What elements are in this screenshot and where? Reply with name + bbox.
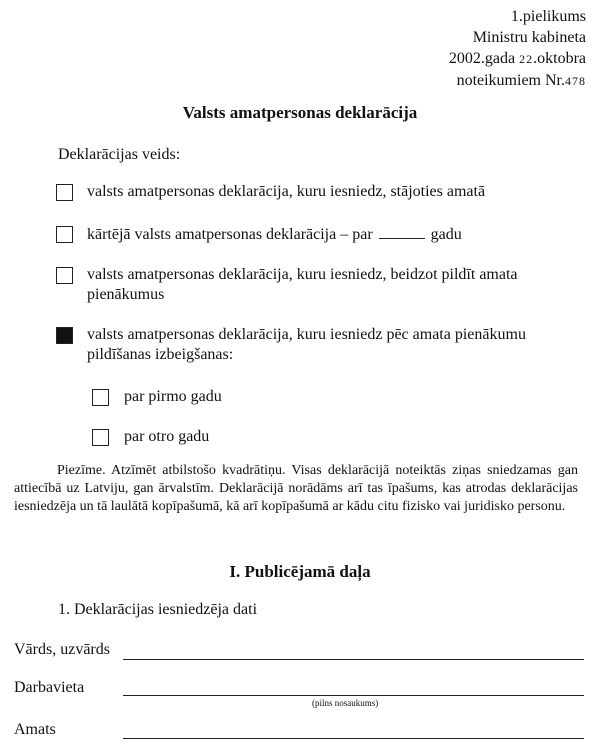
second-year-label: par otro gadu [124, 428, 210, 445]
section-title: I. Publicējamā daļa [229, 562, 371, 581]
position-field[interactable] [123, 738, 584, 739]
option-on-taking-office-label: valsts amatpersonas deklarācija, kuru iesniedz, stājoties amatā [87, 183, 486, 200]
option-after-leaving-office-label: valsts amatpersonas deklarācija, kuru iesniedz pēc amata pienākumu pildīšanas izbeigšanas: [87, 326, 526, 363]
cabinet-label: Ministru kabineta [472, 29, 586, 46]
first-year-label: par pirmo gadu [124, 388, 222, 405]
workplace-label: Darbavieta [14, 679, 85, 696]
regulation-line: noteikumiem Nr.478 [456, 72, 586, 89]
document-title: Valsts amatpersonas deklarācija [182, 103, 418, 122]
option-on-leaving-office-checkbox[interactable] [56, 267, 73, 284]
appendix-header [449, 6, 586, 92]
appendix-label: 1.pielikums [510, 8, 586, 25]
option-on-leaving-office-label: valsts amatpersonas deklarācija, kuru iesniedz, beidzot pildīt amata pienākumus [87, 266, 518, 303]
option-annual-checkbox[interactable] [56, 226, 73, 243]
option-on-taking-office-checkbox[interactable] [56, 184, 73, 201]
option-after-leaving-office-checkbox[interactable] [56, 327, 73, 344]
option-annual-label: kārtējā valsts amatpersonas deklarācija – par gadu [87, 226, 462, 243]
note-paragraph: Piezīme. Atzīmēt atbilstošo kvadrātiņu. Visas deklarācijā noteiktās ziņas sniedzamas gan attiecībā uz Latviju, gan ārvalstīm. Deklarācijā norādāms arī tas īpašums, kas atrodas deklarācijas iesniedzēja un tā laulātā kopīpašumā, kā arī kopīpašumā ar kādu citu fizisko vai juridisko personu. [14, 463, 578, 514]
name-field[interactable] [123, 659, 584, 660]
second-year-checkbox[interactable] [92, 429, 109, 446]
position-label: Amats [14, 721, 56, 738]
regulation-number: 478 [565, 74, 586, 88]
workplace-hint: (pilns nosaukums) [312, 698, 379, 708]
declaration-type-label: Deklarācijas veids: [58, 146, 181, 163]
year-blank[interactable] [379, 224, 425, 239]
date-line: 2002.gada 22.oktobra [448, 50, 586, 67]
workplace-field[interactable] [123, 695, 584, 696]
first-year-checkbox[interactable] [92, 389, 109, 406]
date-day: 22 [519, 52, 534, 66]
name-label: Vārds, uzvārds [14, 641, 110, 658]
subsection-title: 1. Deklarācijas iesniedzēja dati [58, 601, 258, 618]
